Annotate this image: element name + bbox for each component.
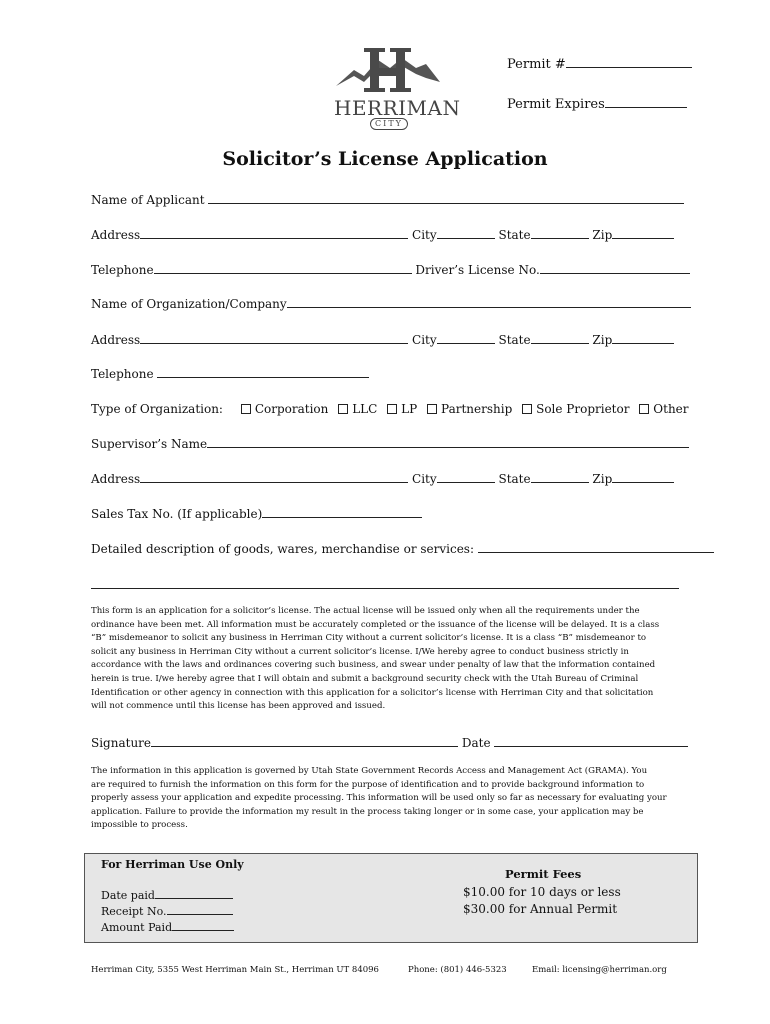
disclaimer-paragraph: This form is an application for a solicitor’s license. The actual license will be issued only when all the requirements under the ordinance have been met. All information must be accurately completed or the issuance of the license will be delayed. It is a class “B” misdemeanor to solicit any business in Herriman City without a current solicitor’s license. It is a class “B” misdemeanor to solicit any business in Herriman City without a current solicitor’s license. I/We hereby agree to conduct business strictly in accordance with the laws and ordinances covering such business, and swear under penalty of law that the information contained herein is true. I/we hereby agree that I will obtain and submit a background security check with the Utah Bureau of Criminal Identification or other agency in connection with this application for a solicitor’s license with Herriman City and that solicitation will not commence until this license has been approved and issued. xyxy=(91,606,660,712)
signature-label: Signature xyxy=(91,736,152,750)
description-label: Detailed description of goods, wares, merchandise or services: xyxy=(91,542,475,556)
description-line-2[interactable] xyxy=(91,588,679,589)
org-type-sole-proprietor[interactable]: Sole Proprietor xyxy=(522,402,629,416)
organization-type-label: Type of Organization: xyxy=(91,402,223,416)
receipt-number-field[interactable]: Receipt No. xyxy=(101,905,233,919)
org-type-other[interactable]: Other xyxy=(639,402,688,416)
supervisor-name-field[interactable] xyxy=(91,436,689,451)
sales-tax-label: Sales Tax No. (If applicable) xyxy=(91,507,263,521)
state-label: State xyxy=(498,228,531,242)
permit-number-field[interactable] xyxy=(507,56,692,72)
checkbox-icon[interactable] xyxy=(522,404,532,414)
org-type-llc[interactable]: LLC xyxy=(338,402,377,416)
state-label: State xyxy=(498,472,531,486)
city-label: City xyxy=(412,472,437,486)
org-type-lp[interactable]: LP xyxy=(387,402,417,416)
checkbox-icon[interactable] xyxy=(338,404,348,414)
checkbox-icon[interactable] xyxy=(241,404,251,414)
office-use-heading: For Herriman Use Only xyxy=(101,858,244,871)
address-label: Address xyxy=(91,333,141,347)
state-label: State xyxy=(498,333,531,347)
amount-paid-field[interactable]: Amount Paid xyxy=(101,921,234,935)
permit-fees-heading: Permit Fees xyxy=(505,867,582,881)
footer-phone: Phone: (801) 446-5323 xyxy=(408,965,507,975)
name-of-applicant-field[interactable] xyxy=(91,192,684,207)
grama-paragraph: The information in this application is governed by Utah State Government Records Access and Management Act (GRAMA). You are required to furnish the information on this form for the purpose of identification and to provide background information to properly assess your application and expedite processing. This information will be used only so far as necessary for evaluating your application. Failure to provide the information my result in the process taking longer or in some case, your application may be impossible to process. xyxy=(91,766,667,831)
checkbox-icon[interactable] xyxy=(387,404,397,414)
organization-address-row[interactable] xyxy=(91,332,674,347)
zip-label: Zip xyxy=(592,228,613,242)
checkbox-icon[interactable] xyxy=(427,404,437,414)
checkbox-icon[interactable] xyxy=(639,404,649,414)
organization-telephone-field[interactable] xyxy=(91,366,369,381)
page-title: Solicitor’s License Application xyxy=(222,148,548,170)
signature-row[interactable] xyxy=(91,735,688,750)
city-label: City xyxy=(412,228,437,242)
sales-tax-field[interactable] xyxy=(91,506,422,521)
name-of-applicant-label: Name of Applicant xyxy=(91,193,205,207)
city-label: City xyxy=(412,333,437,347)
office-use-box xyxy=(84,853,698,943)
organization-label: Name of Organization/Company xyxy=(91,297,287,311)
supervisor-address-row[interactable] xyxy=(91,471,674,486)
logo-sub: CITY xyxy=(370,118,408,130)
address-label: Address xyxy=(91,472,141,486)
org-type-partnership[interactable]: Partnership xyxy=(427,402,512,416)
date-paid-field[interactable]: Date paid xyxy=(101,889,233,903)
drivers-license-label: Driver’s License No. xyxy=(415,263,540,277)
fee-line: $30.00 for Annual Permit xyxy=(463,902,618,916)
fee-line: $10.00 for 10 days or less xyxy=(463,885,621,899)
footer-address: Herriman City, 5355 West Herriman Main St., Herriman UT 84096 xyxy=(91,965,379,975)
telephone-label: Telephone xyxy=(91,263,154,277)
zip-label: Zip xyxy=(592,472,613,486)
city-logo xyxy=(330,44,461,136)
footer-email[interactable]: Email: licensing@herriman.org xyxy=(532,965,667,975)
permit-fees-list xyxy=(463,884,621,918)
address-label: Address xyxy=(91,228,141,242)
telephone-license-row[interactable] xyxy=(91,262,690,277)
org-type-corporation[interactable]: Corporation xyxy=(241,402,329,416)
telephone-label: Telephone xyxy=(91,367,154,381)
permit-expires-field[interactable] xyxy=(507,96,687,112)
logo-name: HERRIMAN xyxy=(334,96,461,120)
zip-label: Zip xyxy=(592,333,613,347)
date-label: Date xyxy=(461,736,491,750)
permit-number-label: Permit # xyxy=(507,57,566,72)
applicant-address-row[interactable] xyxy=(91,227,674,242)
description-field[interactable] xyxy=(91,541,714,556)
supervisor-label: Supervisor’s Name xyxy=(91,437,208,451)
organization-type-row xyxy=(91,402,695,416)
permit-expires-label: Permit Expires xyxy=(507,97,605,112)
organization-field[interactable] xyxy=(91,296,691,311)
